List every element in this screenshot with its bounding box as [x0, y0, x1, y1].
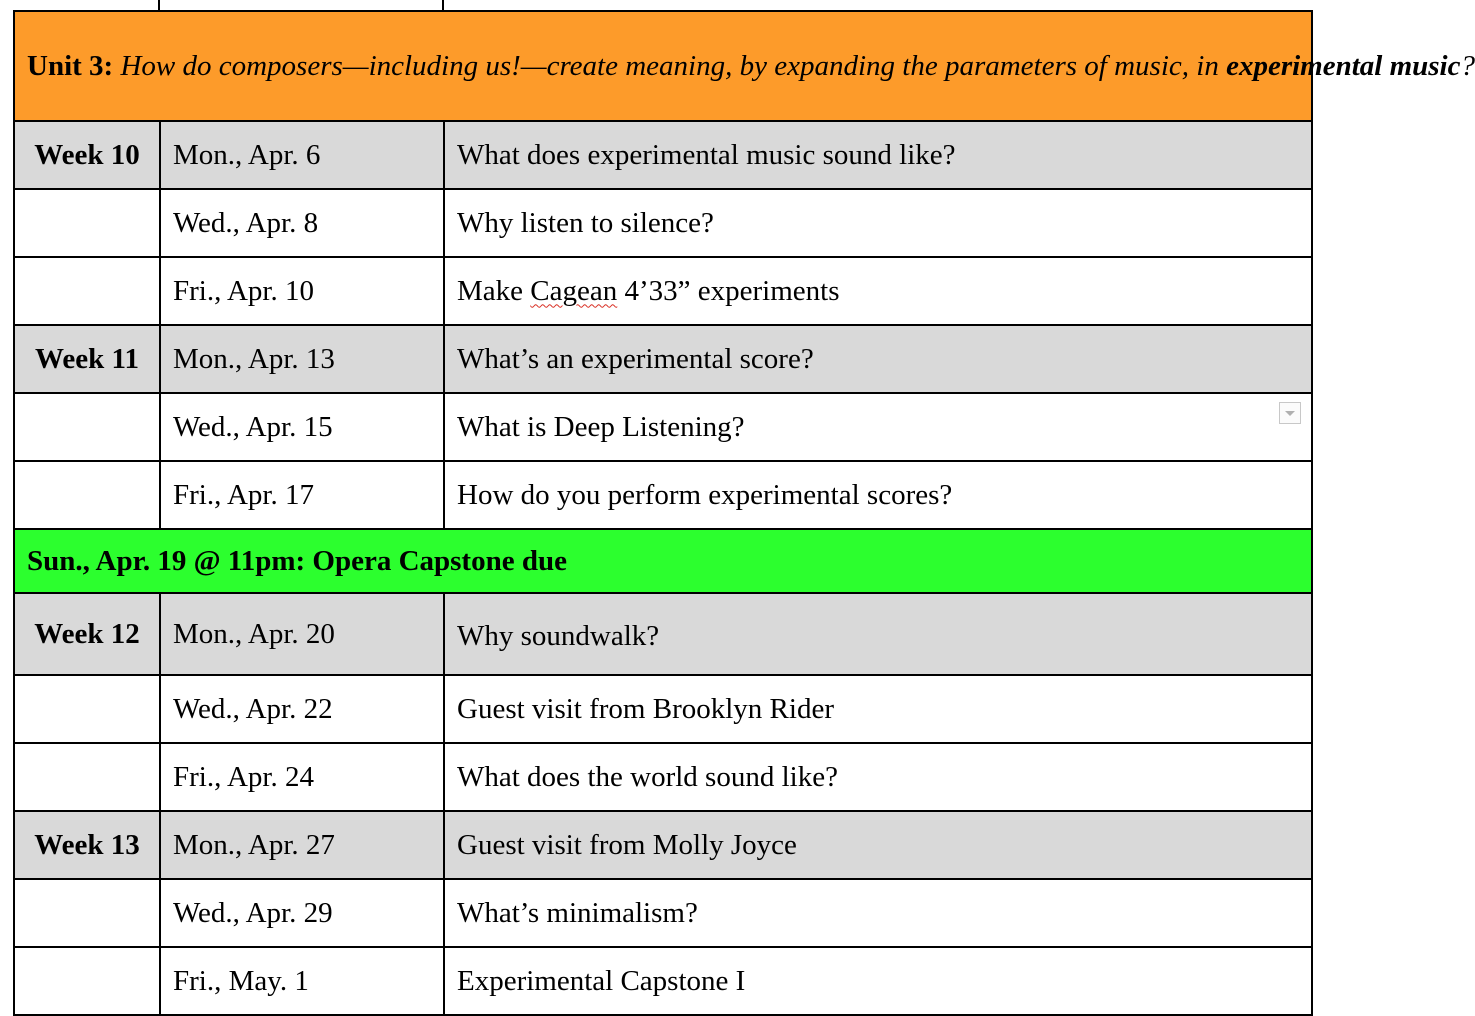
topic-cell[interactable]: What is Deep Listening?: [444, 393, 1312, 461]
date-cell[interactable]: Fri., Apr. 17: [160, 461, 444, 529]
table-row: [14, 675, 1312, 743]
topic-cell[interactable]: Why listen to silence?: [444, 189, 1312, 257]
date-cell[interactable]: Mon., Apr. 27: [160, 811, 444, 879]
table-row: [14, 461, 1312, 529]
date-cell[interactable]: Wed., Apr. 15: [160, 393, 444, 461]
date-cell[interactable]: Wed., Apr. 29: [160, 879, 444, 947]
week-cell[interactable]: [14, 675, 160, 743]
date-cell[interactable]: Fri., Apr. 10: [160, 257, 444, 325]
unit-header-row: [14, 11, 1312, 121]
syllabus-document: [13, 0, 1475, 1016]
unit-label: Unit 3:: [27, 50, 114, 82]
table-row: [14, 593, 1312, 675]
deadline-banner-row: [14, 529, 1312, 593]
unit-question-text: How do composers—including us!—create meaning, by expanding the parameters of music, in: [113, 50, 1227, 82]
topic-cell[interactable]: How do you perform experimental scores?: [444, 461, 1312, 529]
week-cell[interactable]: Week 10: [14, 121, 160, 189]
date-cell[interactable]: Wed., Apr. 8: [160, 189, 444, 257]
topic-cell[interactable]: Experimental Capstone I: [444, 947, 1312, 1015]
topic-text: Make: [457, 274, 531, 307]
week-cell[interactable]: Week 11: [14, 325, 160, 393]
topic-cell[interactable]: [444, 257, 1312, 325]
topic-cell[interactable]: Guest visit from Molly Joyce: [444, 811, 1312, 879]
table-row: [14, 879, 1312, 947]
date-cell[interactable]: Mon., Apr. 13: [160, 325, 444, 393]
week-cell[interactable]: [14, 947, 160, 1015]
unit-question-end: ?: [1460, 50, 1475, 82]
unit-question-emphasis: experimental music: [1226, 50, 1461, 82]
topic-cell[interactable]: What’s minimalism?: [444, 879, 1312, 947]
date-cell[interactable]: Fri., May. 1: [160, 947, 444, 1015]
topic-cell[interactable]: Why soundwalk?: [444, 593, 1312, 675]
chevron-down-icon[interactable]: [1279, 402, 1301, 424]
date-cell[interactable]: Wed., Apr. 22: [160, 675, 444, 743]
date-cell[interactable]: Mon., Apr. 6: [160, 121, 444, 189]
table-row: [14, 257, 1312, 325]
spellcheck-flagged-word[interactable]: Cagean: [530, 274, 618, 307]
date-cell[interactable]: Fri., Apr. 24: [160, 743, 444, 811]
table-row: [14, 743, 1312, 811]
topic-cell[interactable]: What’s an experimental score?: [444, 325, 1312, 393]
week-cell[interactable]: [14, 189, 160, 257]
deadline-banner[interactable]: Sun., Apr. 19 @ 11pm: Opera Capstone due: [14, 529, 1312, 593]
unit-question: [113, 50, 1475, 82]
table-row: [14, 121, 1312, 189]
schedule-table: [13, 10, 1475, 1016]
week-cell[interactable]: [14, 461, 160, 529]
week-cell[interactable]: Week 13: [14, 811, 160, 879]
unit-header-cell[interactable]: [14, 11, 1475, 121]
topic-text: 4’33” experiments: [617, 274, 840, 307]
week-cell[interactable]: Week 12: [14, 593, 160, 675]
topic-cell[interactable]: Guest visit from Brooklyn Rider: [444, 675, 1312, 743]
table-row: [14, 947, 1312, 1015]
date-cell[interactable]: Mon., Apr. 20: [160, 593, 444, 675]
topic-cell[interactable]: What does experimental music sound like?: [444, 121, 1312, 189]
week-cell[interactable]: [14, 743, 160, 811]
topic-cell[interactable]: What does the world sound like?: [444, 743, 1312, 811]
table-row: [14, 393, 1312, 461]
week-cell[interactable]: [14, 393, 160, 461]
table-row: [14, 189, 1312, 257]
week-cell[interactable]: [14, 879, 160, 947]
table-row: [14, 811, 1312, 879]
table-row: [14, 325, 1312, 393]
week-cell[interactable]: [14, 257, 160, 325]
